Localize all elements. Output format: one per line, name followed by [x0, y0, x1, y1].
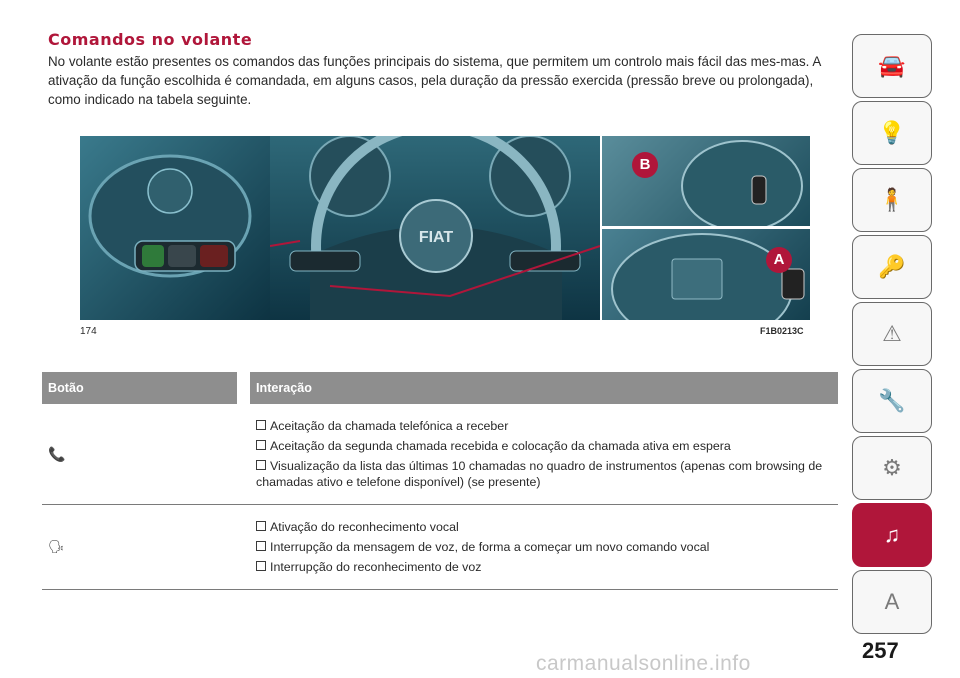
figure-left-controls-detail — [80, 136, 270, 320]
steering-wheel-illustration — [270, 136, 602, 320]
header-interaction: Interação — [250, 372, 838, 404]
table-header-row — [42, 372, 838, 404]
section-title: Comandos no volante — [48, 30, 253, 49]
safety-airbag-icon[interactable]: 🧍 — [852, 168, 932, 232]
figure-detail-a — [602, 229, 810, 320]
emergency-triangle-icon[interactable]: ⚠ — [852, 302, 932, 366]
label-b-badge: B — [632, 152, 658, 178]
list-item: Interrupção da mensagem de voz, de forma a começar um novo comando vocal — [256, 539, 832, 555]
table-row — [42, 404, 838, 505]
fiat-logo: FIAT — [418, 229, 454, 246]
list-item: Interrupção do reconhecimento de voz — [256, 559, 832, 575]
steering-wheel-figure — [80, 136, 810, 320]
page-number: 257 — [862, 638, 899, 663]
detail-a-illustration — [602, 229, 810, 320]
left-controls-illustration — [80, 136, 270, 320]
header-gap — [237, 372, 250, 404]
button-cell — [42, 505, 250, 590]
list-item: Ativação do reconhecimento vocal — [256, 519, 832, 535]
technical-data-icon[interactable]: ⚙ — [852, 436, 932, 500]
watermark-text: carmanualsonline.info — [536, 652, 751, 675]
checkbox-bullet-icon — [256, 521, 266, 531]
voice-command-icon: 🗣 — [48, 539, 65, 554]
detail-b-illustration — [602, 136, 810, 226]
interaction-cell — [250, 505, 838, 590]
index-letters-icon[interactable]: A — [852, 570, 932, 634]
intro-paragraph: No volante estão presentes os comandos das funções principais do sistema, que permitem um controlo mais fácil das mes-mas. A ativação da função escolhida é comandada, em alguns casos, pela duração da pressão exercida (pressão breve ou prolongada), como indicado na tabela seguinte. — [48, 54, 821, 107]
interaction-cell — [250, 404, 838, 505]
checkbox-bullet-icon — [256, 460, 266, 470]
maintenance-wrench-icon[interactable]: 🔧 — [852, 369, 932, 433]
checkbox-bullet-icon — [256, 420, 266, 430]
button-cell — [42, 404, 250, 505]
list-item: Aceitação da segunda chamada recebida e colocação da chamada ativa em espera — [256, 438, 832, 454]
steering-key-icon[interactable]: 🔑 — [852, 235, 932, 299]
figure-detail-b — [602, 136, 810, 229]
header-button: Botão — [42, 372, 237, 404]
figure-code: F1B0213C — [760, 326, 804, 336]
figure-number: 174 — [80, 326, 97, 337]
list-item: Visualização da lista das últimas 10 chamadas no quadro de instrumentos (apenas com browsing de chamadas ativo e telefone disponível) (se presente) — [256, 459, 823, 489]
multimedia-icon[interactable]: ♫ — [852, 503, 932, 567]
car-info-icon[interactable]: 🚘 — [852, 34, 932, 98]
phone-icon: 📞 — [48, 445, 66, 462]
warning-lights-icon[interactable]: 💡 — [852, 101, 932, 165]
checkbox-bullet-icon — [256, 541, 266, 551]
checkbox-bullet-icon — [256, 440, 266, 450]
list-item: Aceitação da chamada telefónica a receber — [256, 418, 832, 434]
checkbox-bullet-icon — [256, 561, 266, 571]
controls-table — [42, 372, 838, 590]
table-row — [42, 505, 838, 590]
label-a-badge: A — [766, 247, 792, 273]
figure-steering-wheel — [270, 136, 602, 320]
